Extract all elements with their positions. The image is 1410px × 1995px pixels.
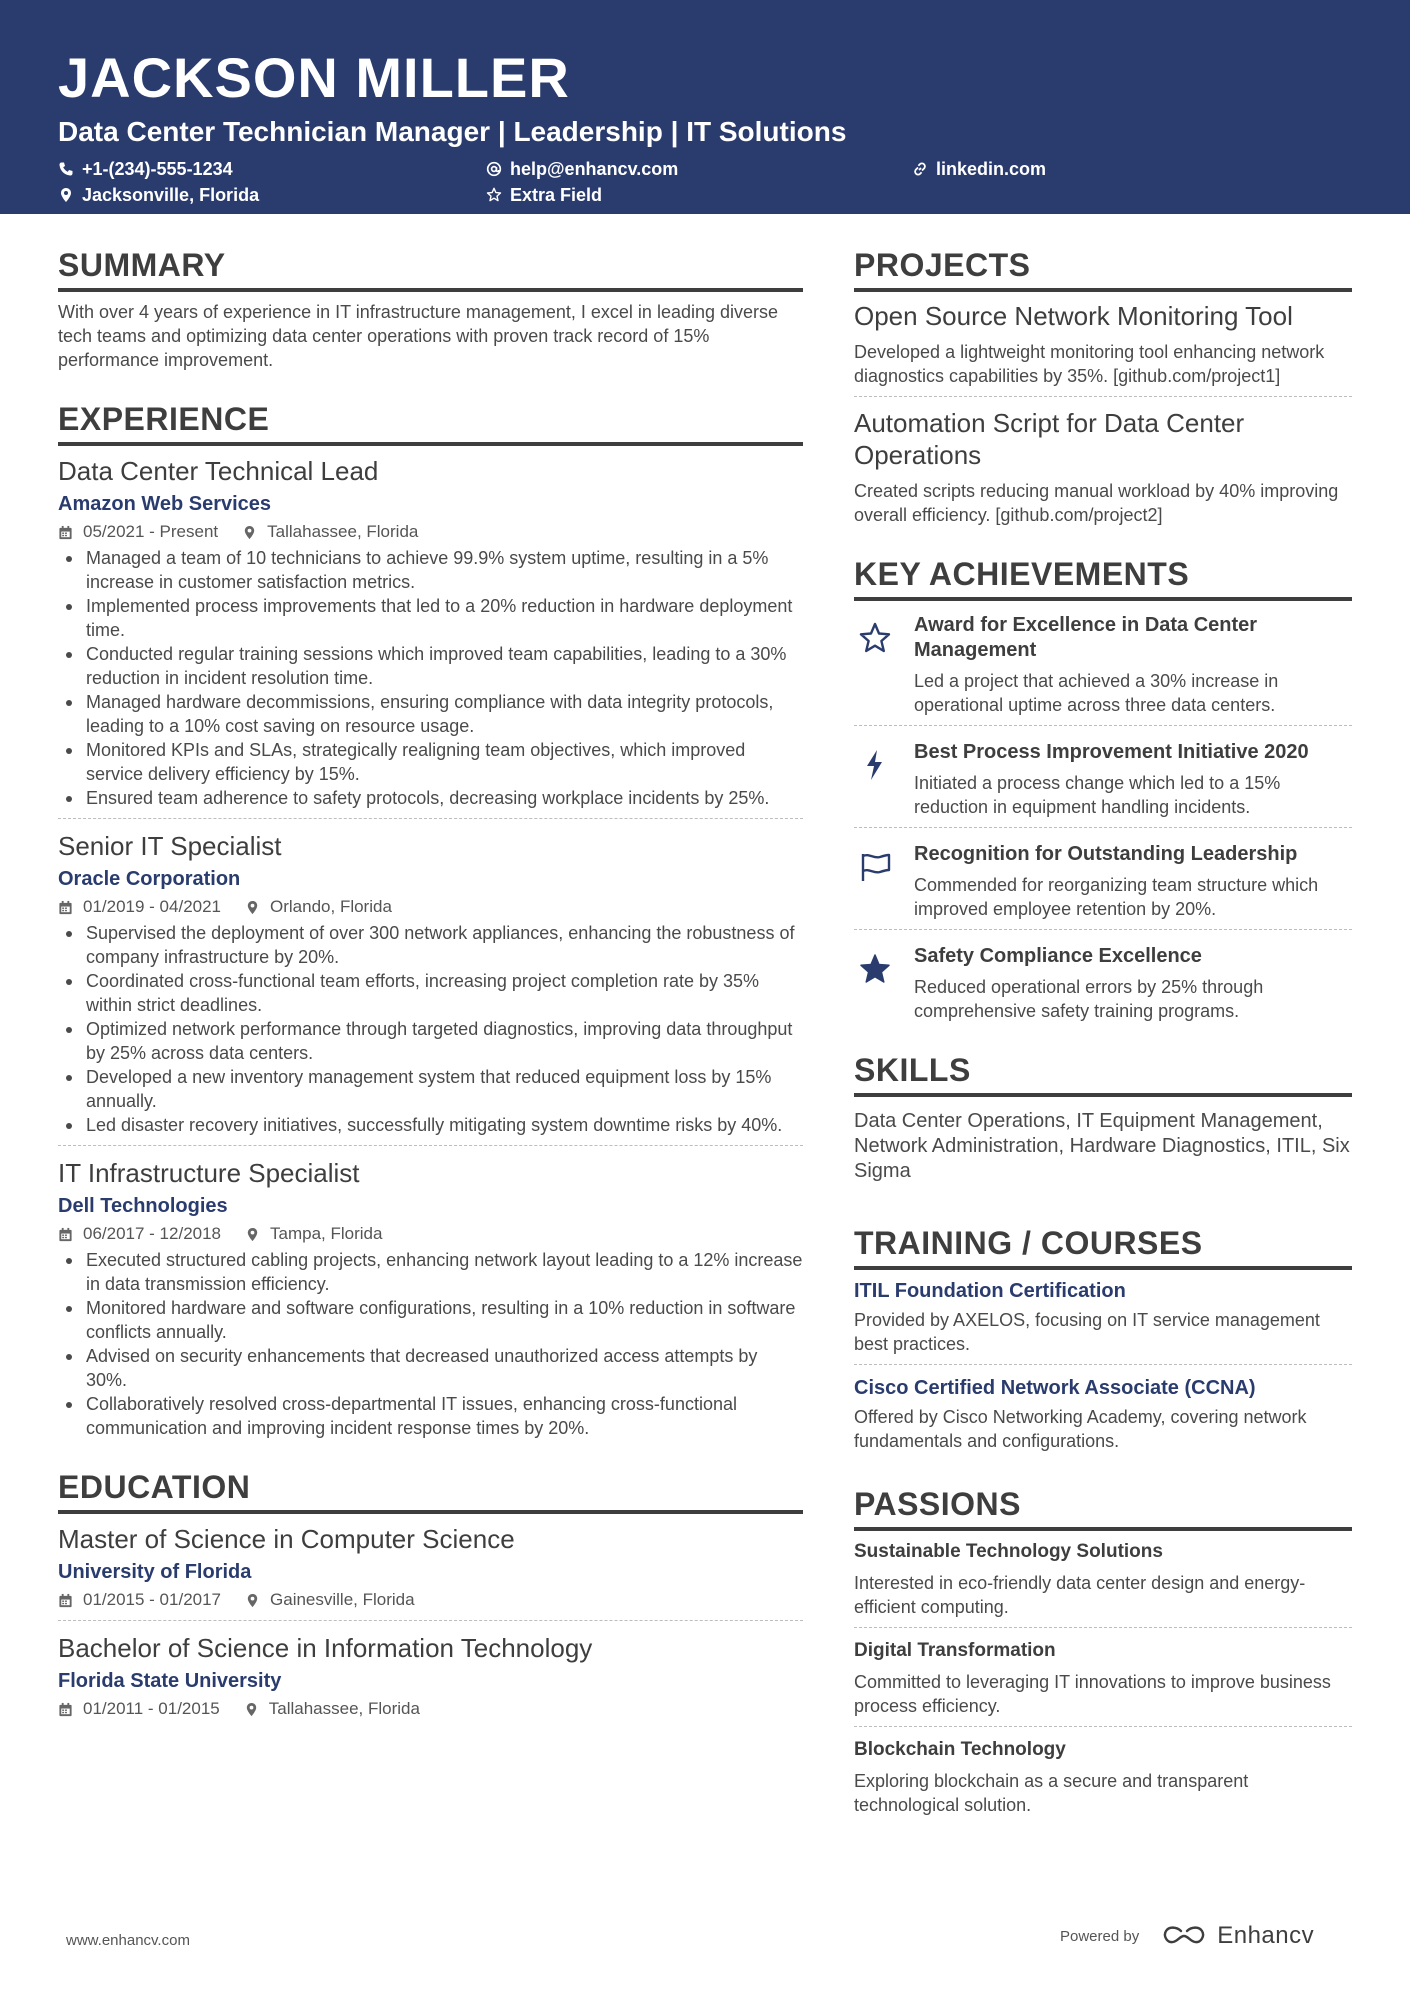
project-description: Developed a lightweight monitoring tool enhancing network diagnostics capabilities by 35%. [github.com/project1] [854,342,1325,386]
map-pin-icon [245,1227,260,1242]
star-outline-icon [858,621,892,655]
job-location: Tallahassee, Florida [267,522,419,541]
footer-branding[interactable] [1060,1922,1314,1950]
achievement-item [854,736,1352,819]
passions-section [854,1483,1352,1817]
education-dates: 01/2015 - 01/2017 [83,1590,222,1609]
calendar-icon [58,1227,73,1242]
achievement-title: Best Process Improvement Initiative 2020 [914,741,1309,763]
school-name: Florida State University [58,1670,282,1692]
project-title: Open Source Network Monitoring Tool [854,301,1293,331]
calendar-icon [58,525,73,540]
link-icon [912,161,928,177]
job-title: Data Center Technical Lead [58,456,379,486]
calendar-icon [58,1702,73,1717]
list-item: Optimized network performance through targeted diagnostics, improving data throughput by 25% across data centers. [58,1017,803,1065]
contact-info [58,156,1352,212]
experience-section [58,398,803,1440]
list-item: Led disaster recovery initiatives, successfully mitigating system downtime risks by 40%. [58,1113,803,1137]
divider [854,1364,1352,1365]
course-description: Offered by Cisco Networking Academy, covering network fundamentals and configurations. [854,1407,1307,1451]
experience-entry [58,1156,803,1440]
achievement-item [854,609,1352,717]
company-name: Oracle Corporation [58,868,241,890]
enhancv-logo-icon [1161,1924,1207,1948]
calendar-icon [58,900,73,915]
list-item: Collaboratively resolved cross-departmental IT issues, enhancing cross-functional communication and improving incident response times by 20%. [58,1392,803,1440]
star-filled-icon [858,952,892,986]
list-item: Executed structured cabling projects, enhancing network layout leading to a 12% increase in data transmission efficiency. [58,1248,803,1296]
passion-description: Exploring blockchain as a secure and transparent technological solution. [854,1771,1249,1815]
divider [854,929,1352,930]
job-bullets [58,546,803,810]
passion-title: Sustainable Technology Solutions [854,1541,1163,1562]
list-item: Monitored KPIs and SLAs, strategically realigning team objectives, which improved service delivery efficiency by 15%. [58,738,803,786]
map-pin-icon [58,187,74,203]
phone-icon [58,161,74,177]
job-dates: 05/2021 - Present [83,522,219,541]
at-sign-icon [486,161,502,177]
footer-website[interactable]: www.enhancv.com [66,1932,190,1949]
job-meta [58,520,803,544]
education-entry [58,1631,803,1721]
section-title: EXPERIENCE [58,398,803,446]
candidate-headline: Data Center Technician Manager | Leadership | IT Solutions [58,116,847,147]
divider [854,1726,1352,1727]
achievement-description: Commended for reorganizing team structure which improved employee retention by 20%. [914,875,1319,919]
achievement-description: Reduced operational errors by 25% through comprehensive safety training programs. [914,977,1264,1021]
job-meta [58,1222,803,1246]
contact-email[interactable] [486,156,678,182]
training-section [854,1222,1352,1453]
left-column [58,244,803,1747]
divider [854,827,1352,828]
divider [854,1627,1352,1628]
section-title: PASSIONS [854,1483,1352,1531]
section-title: SUMMARY [58,244,803,292]
map-pin-icon [242,525,257,540]
job-title: IT Infrastructure Specialist [58,1158,360,1188]
company-name: Dell Technologies [58,1195,228,1217]
education-location: Tallahassee, Florida [268,1699,420,1718]
extra-field-text: Extra Field [510,184,603,205]
job-location: Orlando, Florida [270,897,392,916]
achievement-title: Safety Compliance Excellence [914,945,1202,967]
achievements-section [854,553,1352,1023]
education-location: Gainesville, Florida [270,1590,415,1609]
education-meta [58,1697,803,1721]
achievement-description: Initiated a process change which led to a 15% reduction in equipment handling incidents. [914,773,1281,817]
job-meta [58,895,803,919]
school-name: University of Florida [58,1561,252,1583]
phone-text: +1-(234)-555-1234 [82,158,233,179]
education-dates: 01/2011 - 01/2015 [83,1699,220,1718]
degree-title: Bachelor of Science in Information Technology [58,1633,593,1663]
list-item: Conducted regular training sessions which improved team capabilities, leading to a 30% reduction in incident resolution time. [58,642,803,690]
powered-by-label: Powered by [1060,1927,1140,1945]
education-meta [58,1588,803,1612]
passion-title: Digital Transformation [854,1640,1056,1661]
experience-entry [58,454,803,810]
contact-website[interactable] [912,156,1046,182]
map-pin-icon [244,1702,259,1717]
job-title: Senior IT Specialist [58,831,282,861]
section-title: EDUCATION [58,1466,803,1514]
skills-text: Data Center Operations, IT Equipment Management, Network Administration, Hardware Diagnostics, ITIL, Six Sigma [854,1110,1350,1182]
contact-location [58,182,259,208]
contact-phone[interactable] [58,156,233,182]
skills-section [854,1049,1352,1184]
job-dates: 01/2019 - 04/2021 [83,897,222,916]
divider [58,818,803,819]
location-text: Jacksonville, Florida [82,184,260,205]
education-entry [58,1522,803,1612]
job-location: Tampa, Florida [270,1224,383,1243]
passion-description: Committed to leveraging IT innovations to improve business process efficiency. [854,1672,1331,1716]
job-bullets [58,1248,803,1440]
course-description: Provided by AXELOS, focusing on IT service management best practices. [854,1310,1320,1354]
summary-section [58,244,803,372]
experience-entry [58,829,803,1137]
lightning-bolt-icon [858,748,892,782]
section-title: SKILLS [854,1049,1352,1097]
degree-title: Master of Science in Computer Science [58,1524,515,1554]
candidate-name: JACKSON MILLER [58,46,570,109]
divider [854,725,1352,726]
job-bullets [58,921,803,1137]
section-title: PROJECTS [854,244,1352,292]
passion-title: Blockchain Technology [854,1739,1066,1760]
list-item: Implemented process improvements that led to a 20% reduction in hardware deployment time. [58,594,803,642]
course-title: ITIL Foundation Certification [854,1280,1126,1302]
achievement-title: Award for Excellence in Data Center Management [914,614,1258,661]
divider [58,1620,803,1621]
summary-text: With over 4 years of experience in IT infrastructure management, I excel in leading diverse tech teams and optimizing data center operations with proven track record of 15% performance improvement. [58,302,779,370]
calendar-icon [58,1593,73,1608]
achievement-title: Recognition for Outstanding Leadership [914,843,1298,865]
list-item: Advised on security enhancements that decreased unauthorized access attempts by 30%. [58,1344,803,1392]
divider [58,1145,803,1146]
flag-icon [858,850,892,884]
email-text: help@enhancv.com [510,158,679,179]
list-item: Coordinated cross-functional team efforts, increasing project completion rate by 35% within strict deadlines. [58,969,803,1017]
brand-name: Enhancv [1217,1922,1315,1949]
list-item: Monitored hardware and software configurations, resulting in a 10% reduction in software conflicts annually. [58,1296,803,1344]
map-pin-icon [245,900,260,915]
project-description: Created scripts reducing manual workload by 40% improving overall efficiency. [github.com/project2] [854,481,1339,525]
company-name: Amazon Web Services [58,493,272,515]
passion-description: Interested in eco-friendly data center design and energy-efficient computing. [854,1573,1306,1617]
course-title: Cisco Certified Network Associate (CCNA) [854,1377,1256,1399]
right-column [854,244,1352,1843]
section-title: TRAINING / COURSES [854,1222,1352,1270]
list-item: Developed a new inventory management system that reduced equipment loss by 15% annually. [58,1065,803,1113]
achievement-description: Led a project that achieved a 30% increase in operational uptime across three data centers. [914,671,1279,715]
achievement-item [854,838,1352,921]
achievement-item [854,940,1352,1023]
website-text: linkedin.com [936,158,1047,179]
job-dates: 06/2017 - 12/2018 [83,1224,222,1243]
divider [854,396,1352,397]
projects-section [854,244,1352,527]
project-title: Automation Script for Data Center Operations [854,408,1245,470]
list-item: Supervised the deployment of over 300 network appliances, enhancing the robustness of company infrastructure by 20%. [58,921,803,969]
education-section [58,1466,803,1721]
section-title: KEY ACHIEVEMENTS [854,553,1352,601]
list-item: Managed hardware decommissions, ensuring compliance with data integrity protocols, leading to a 10% cost saving on resource usage. [58,690,803,738]
resume-header [0,0,1410,214]
contact-extra [486,182,602,208]
map-pin-icon [245,1593,260,1608]
list-item: Ensured team adherence to safety protocols, decreasing workplace incidents by 25%. [58,786,803,810]
list-item: Managed a team of 10 technicians to achieve 99.9% system uptime, resulting in a 5% increase in customer satisfaction metrics. [58,546,803,594]
star-outline-icon [486,187,502,203]
